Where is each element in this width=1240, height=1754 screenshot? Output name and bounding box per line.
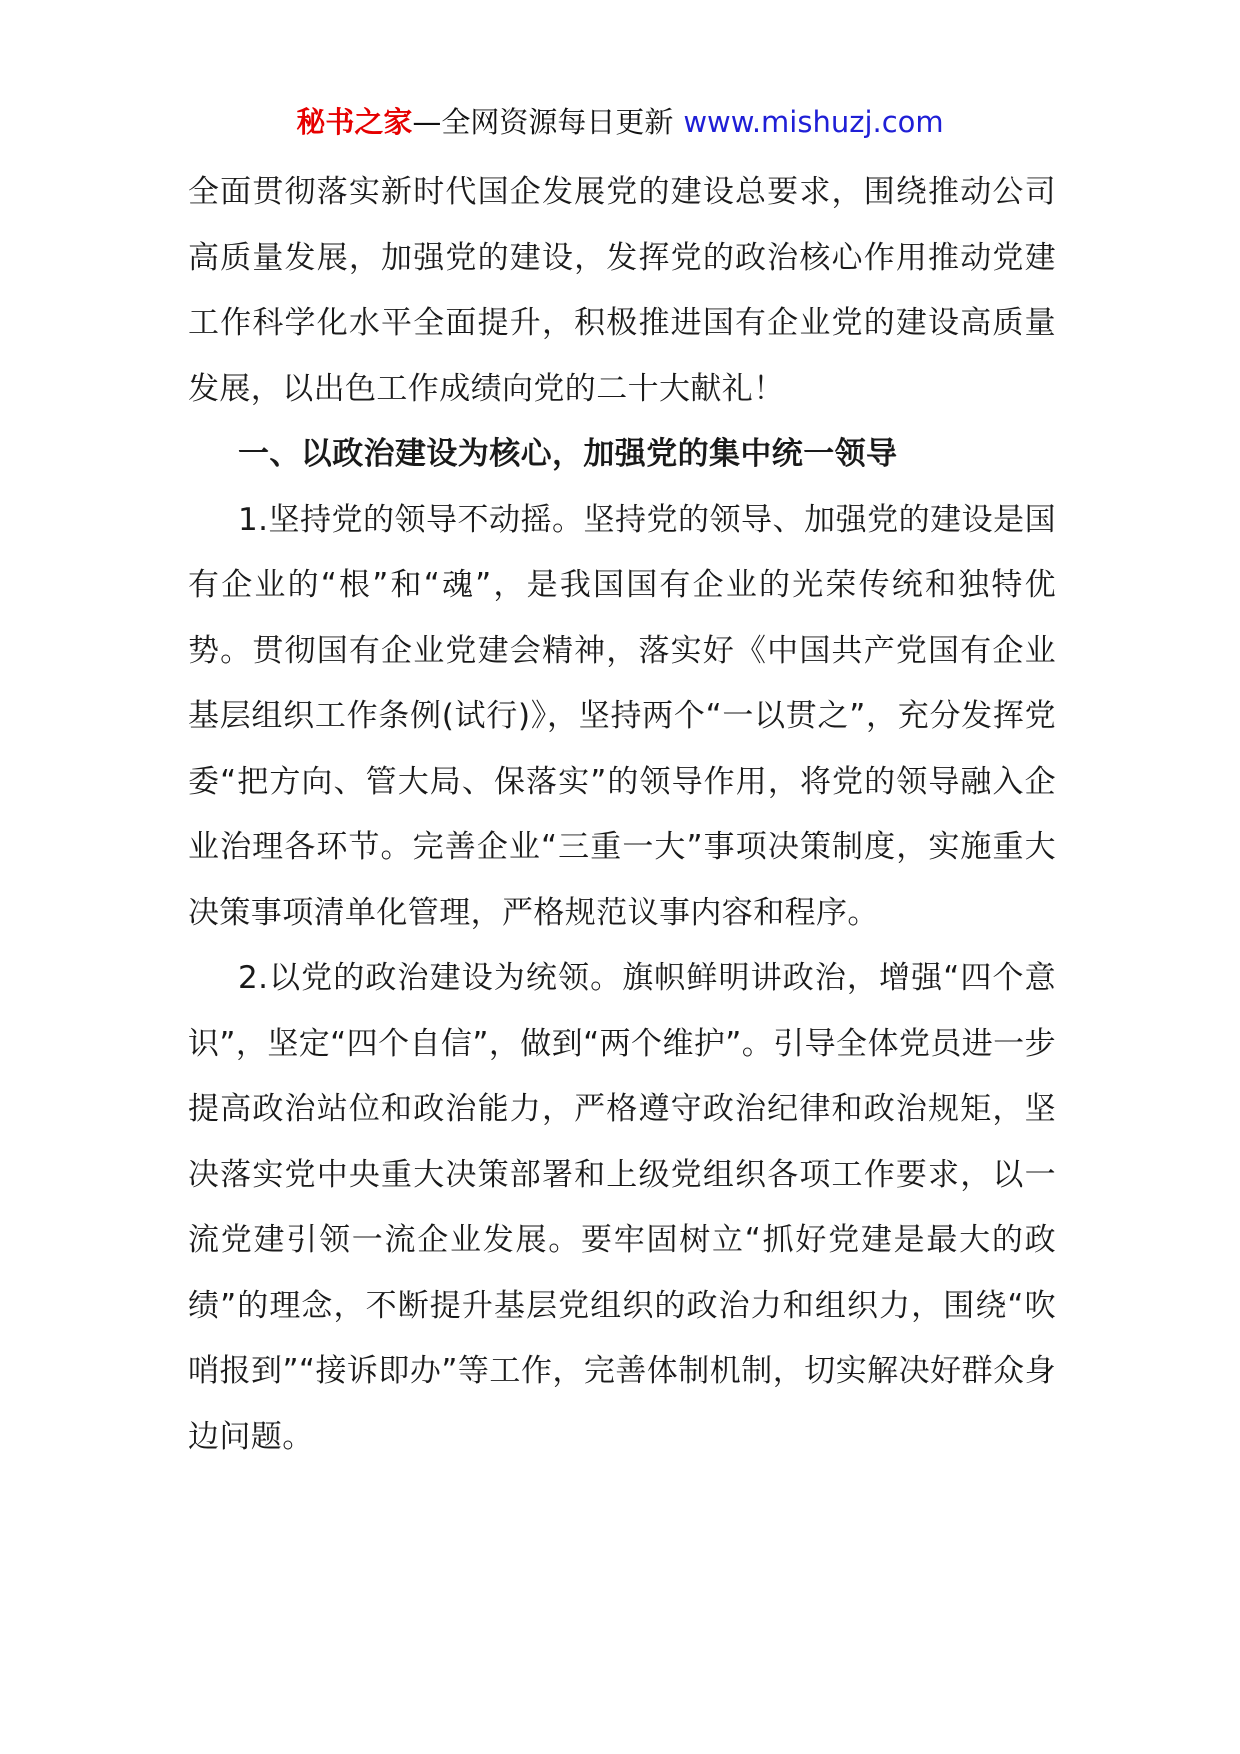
site-header <box>0 100 1240 144</box>
item-2-paragraph: 2.以党的政治建设为统领。旗帜鲜明讲政治，增强“四个意识”，坚定“四个自信”，做到“两个维护”。引导全体党员进一步提高政治站位和政治能力，严格遵守政治纪律和政治规矩，坚决落实党中央重大决策部署和上级党组织各项工作要求，以一流党建引领一流企业发展。要牢固树立“抓好党建是最大的政绩”的理念，不断提升基层党组织的政治力和组织力，围绕“吹哨报到”“接诉即办”等工作，完善体制机制，切实解决好群众身边问题。 <box>188 960 1056 1455</box>
document-body <box>188 160 1056 1470</box>
section-heading: 一、以政治建设为核心，加强党的集中统一领导 <box>238 436 898 472</box>
header-tagline: —全网资源每日更新 <box>412 105 674 139</box>
site-url-link[interactable]: www.mishuzj.com <box>683 105 944 139</box>
item-1-paragraph: 1.坚持党的领导不动摇。坚持党的领导、加强党的建设是国有企业的“根”和“魂”，是我国国有企业的光荣传统和独特优势。贯彻国有企业党建会精神，落实好《中国共产党国有企业基层组织工作条例(试行)》，坚持两个“一以贯之”，充分发挥党委“把方向、管大局、保落实”的领导作用，将党的领导融入企业治理各环节。完善企业“三重一大”事项决策制度，实施重大决策事项清单化管理，严格规范议事内容和程序。 <box>188 501 1056 931</box>
brand-name: 秘书之家 <box>296 105 413 139</box>
intro-paragraph: 全面贯彻落实新时代国企发展党的建设总要求，围绕推动公司高质量发展，加强党的建设，发挥党的政治核心作用推动党建工作科学化水平全面提升，积极推进国有企业党的建设高质量发展，以出色工作成绩向党的二十大献礼！ <box>188 174 1056 407</box>
